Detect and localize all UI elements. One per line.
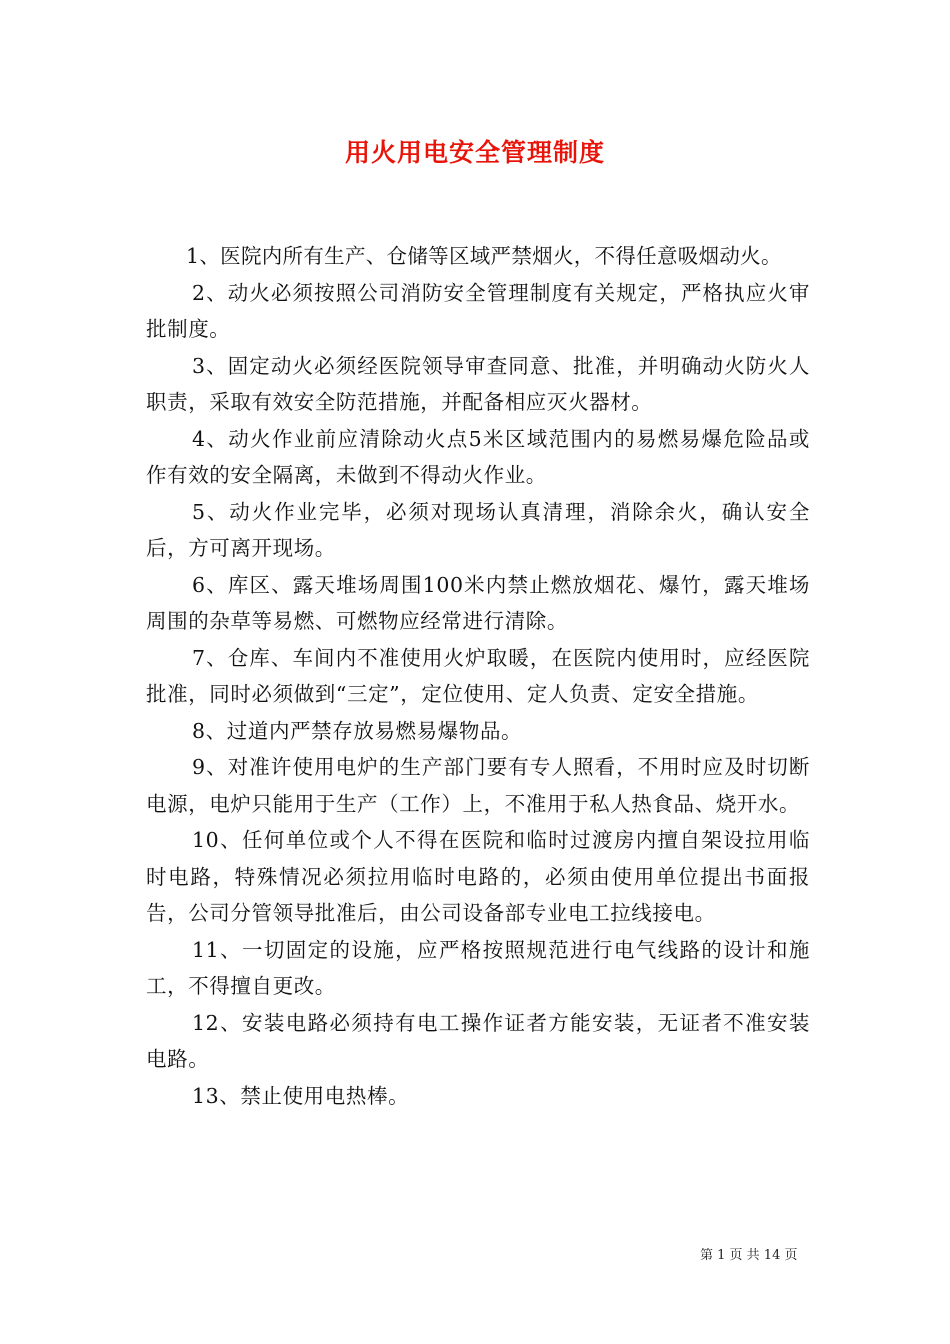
- paragraph-7: 7、仓库、车间内不准使用火炉取暖，在医院内使用时，应经医院批准，同时必须做到“三定”，定位使用、定人负责、定安全措施。: [146, 645, 810, 706]
- paragraph-1: 1、医院内所有生产、仓储等区域严禁烟火，不得任意吸烟动火。: [186, 244, 782, 268]
- document-body: [146, 238, 810, 1114]
- paragraph-3: 3、固定动火必须经医院领导审查同意、批准，并明确动火防火人职责，采取有效安全防范措施，并配备相应灭火器材。: [146, 353, 810, 414]
- paragraph-5: 5、动火作业完毕，必须对现场认真清理，消除余火，确认安全后，方可离开现场。: [146, 499, 810, 560]
- paragraph-8: 8、过道内严禁存放易燃易爆物品。: [192, 718, 523, 743]
- paragraph-12: 12、安装电路必须持有电工操作证者方能安装，无证者不准安装电路。: [146, 1010, 810, 1071]
- paragraph-6: 6、库区、露天堆场周围100米内禁止燃放烟花、爆竹，露天堆场周围的杂草等易燃、可燃物应经常进行清除。: [146, 572, 810, 633]
- page-number-footer: 第 1 页 共 14 页: [700, 1248, 798, 1263]
- document-title: 用火用电安全管理制度: [344, 138, 605, 167]
- paragraph-10: 10、任何单位或个人不得在医院和临时过渡房内擅自架设拉用临时电路，特殊情况必须拉用临时电路的，必须由使用单位提出书面报告，公司分管领导批准后，由公司设备部专业电工拉线接电。: [146, 828, 810, 925]
- paragraph-9: 9、对准许使用电炉的生产部门要有专人照看，不用时应及时切断电源，电炉只能用于生产（工作）上，不准用于私人热食品、烧开水。: [146, 755, 810, 816]
- paragraph-13: 13、禁止使用电热棒。: [192, 1083, 410, 1108]
- paragraph-11: 11、一切固定的设施，应严格按照规范进行电气线路的设计和施工，不得擅自更改。: [146, 937, 810, 998]
- paragraph-2: 2、动火必须按照公司消防安全管理制度有关规定，严格执应火审批制度。: [146, 280, 810, 341]
- paragraph-4: 4、动火作业前应清除动火点5米区域范围内的易燃易爆危险品或作有效的安全隔离，未做到不得动火作业。: [146, 426, 810, 487]
